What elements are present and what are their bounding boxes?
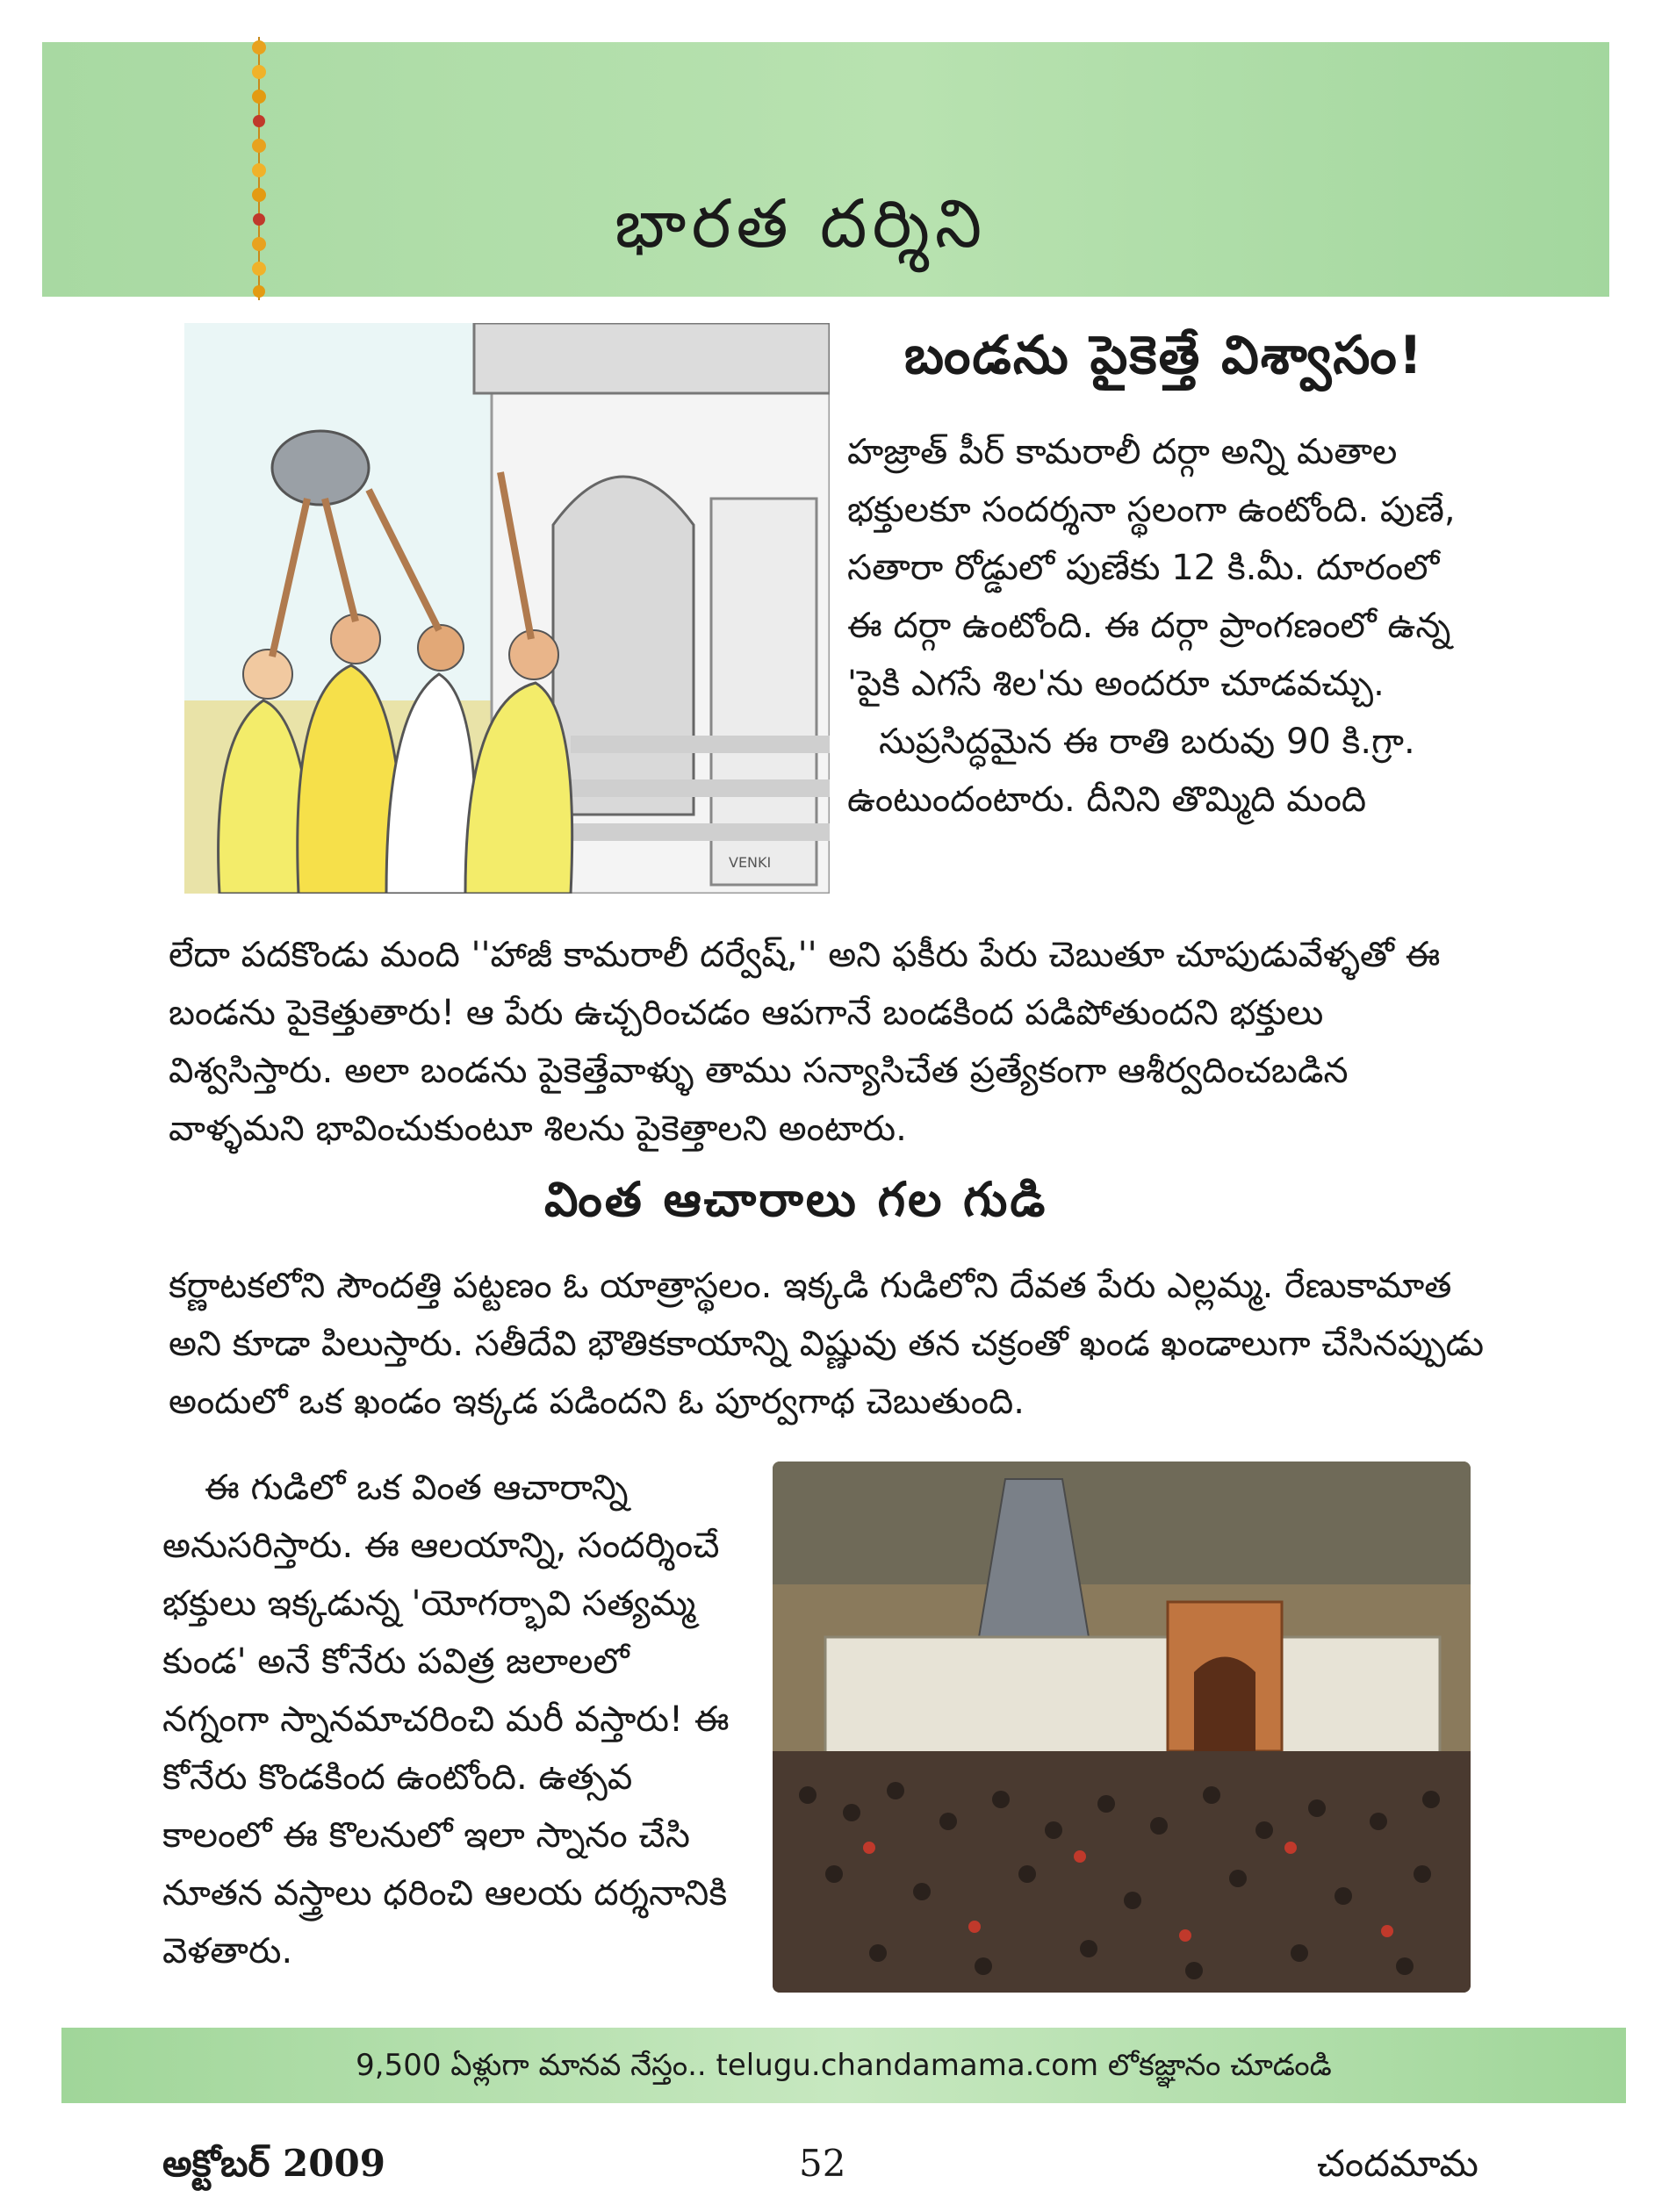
magazine-name: చందమామ [1317,2142,1478,2185]
section-title: భారత దర్శిని [615,184,988,262]
issue-date: అక్టోబర్ 2009 [162,2142,385,2185]
temple-crowd-photo [773,1462,1471,1993]
flower-garland-icon [249,37,269,300]
pilgrims-lifting-stone-illustration [184,323,830,894]
story1-paragraph-1 [847,423,1479,829]
story-title-strange-rituals: వింత ఆచారాలు గల గుడి [544,1172,1048,1227]
story1-para2-start: సుప్రసిద్ధమైన ఈ రాతి బరువు 90 కి.గ్రా. ఉంటుందంటారు. దీనిని తొమ్మిది మంది [847,722,1415,820]
promo-banner [61,2028,1626,2103]
story1-para1-text: హజ్రాత్ పీర్ కామరాలీ దర్గా అన్ని మతాల భక్తులకూ సందర్శనా స్థలంగా ఉంటోంది. పుణే, సతారా రోడ్డులో పుణేకు 12 కి.మీ. దూరంలో ఈ దర్గా ఉంటోంది. ఈ దర్గా ప్రాంగణంలో ఉన్న 'పైకి ఎగసే శిల'ను అందరూ చూడవచ్చు. [847,432,1456,704]
svg-text:VENKI: VENKI [729,854,772,871]
story-title-stone-lifting: బండను పైకెత్తే విశ్వాసం! [904,325,1425,386]
page-number: 52 [799,2142,846,2185]
story1-paragraph-2: లేదా పదకొండు మంది ''హాజీ కామరాలీ దర్వేష్,'' అని ఫకీరు పేరు చెబుతూ చూపుడువేళ్ళతో ఈ బండను పైకెత్తుతారు! ఆ పేరు ఉచ్చరించడం ఆపగానే బండకింద పడిపోతుందని భక్తులు విశ్వసిస్తారు. అలా బండను పైకెత్తేవాళ్ళు తాము సన్యాసిచేత ప్రత్యేకంగా ఆశీర్వదించబడిన వాళ్ళమని భావించుకుంటూ శిలను పైకెత్తాలని అంటారు. [169,935,1441,1149]
story2-paragraph-1: కర్ణాటకలోని సౌందత్తి పట్టణం ఓ యాత్రాస్థలం. ఇక్కడి గుడిలోని దేవత పేరు ఎల్లమ్మ. రేణుకామాత అని కూడా పిలుస్తారు. సతీదేవి భౌతికకాయాన్ని విష్ణువు తన చక్రంతో ఖండ ఖండాలుగా చేసినప్పుడు అందులో ఒక ఖండం ఇక్కడ పడిందని ఓ పూర్వగాథ చెబుతుంది. [169,1266,1485,1422]
promo-banner-text: 9,500 ఏళ్లుగా మానవ నేస్తం.. telugu.chandamama.com లోకజ్ఞానం చూడండి [356,2048,1332,2083]
story2-paragraph-2: ఈ గుడిలో ఒక వింత ఆచారాన్ని అనుసరిస్తారు. ఈ ఆలయాన్ని, సందర్శించే భక్తులు ఇక్కడున్న 'యోగర్భావి సత్యమ్మ కుండ' అనే కోనేరు పవిత్ర జలాలలో నగ్నంగా స్నానమాచరించి మరీ వస్తారు! ఈ కోనేరు కొండకింద ఉంటోంది. ఉత్సవ కాలంలో ఈ కొలనులో ఇలా స్నానం చేసి నూతన వస్త్రాలు ధరించి ఆలయ దర్శనానికి వెళతారు. [162,1468,730,1971]
